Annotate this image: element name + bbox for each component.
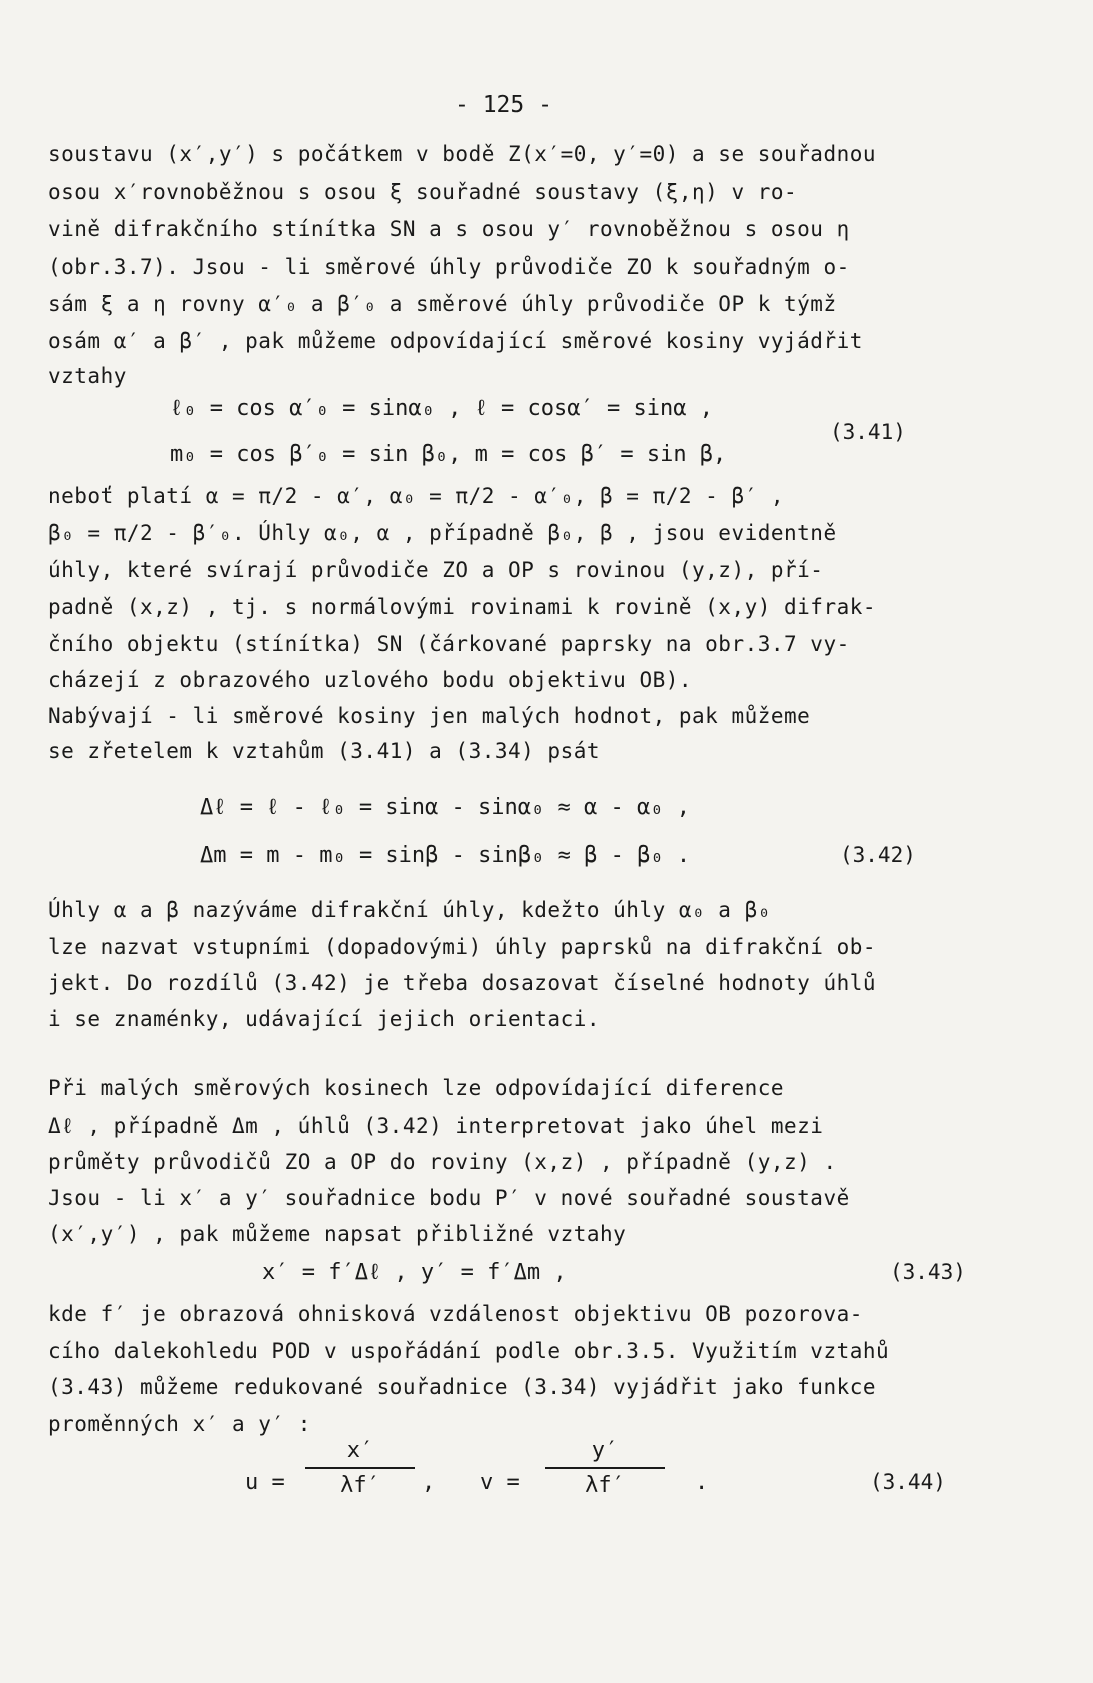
text-line: (3.43) můžeme redukované souřadnice (3.34) vyjádřit jako funkce [48, 1375, 877, 1399]
text-line: proměnných x′ a y′ : [48, 1412, 311, 1436]
text-line: čního objektu (stínítka) SN (čárkované paprsky na obr.3.7 vy- [48, 632, 850, 656]
equation-label-u: u = [245, 1470, 285, 1495]
equation-row: ℓ₀ = cos α′₀ = sinα₀ , ℓ = cosα′ = sinα , [170, 396, 713, 421]
text-line: Při malých směrových kosinech lze odpovídající diference [48, 1076, 785, 1100]
text-line: Nabývají - li směrové kosiny jen malých hodnot, pak můžeme [48, 704, 811, 728]
text-line: kde f′ je obrazová ohnisková vzdálenost objektivu OB pozorova- [48, 1302, 863, 1326]
text-line: β₀ = π/2 - β′₀. Úhly α₀, α , případně β₀, β , jsou evidentně [48, 521, 837, 545]
equation-label-v: v = [480, 1470, 520, 1495]
fraction-numerator: x′ [346, 1438, 374, 1463]
equation-row: Δℓ = ℓ - ℓ₀ = sinα - sinα₀ ≈ α - α₀ , [200, 795, 690, 820]
text-line: lze nazvat vstupními (dopadovými) úhly paprsků na difrakční ob- [48, 935, 877, 959]
equation-separator: , [422, 1470, 436, 1495]
text-line: (x′,y′) , pak můžeme napsat přibližné vztahy [48, 1222, 627, 1246]
fraction-bar [545, 1467, 665, 1469]
text-line: vztahy [48, 364, 127, 388]
text-line: osou x′rovnoběžnou s osou ξ souřadné soustavy (ξ,η) v ro- [48, 180, 798, 204]
text-line: Úhly α a β nazýváme difrakční úhly, kdežto úhly α₀ a β₀ [48, 898, 771, 922]
text-line: (obr.3.7). Jsou - li směrové úhly průvodiče ZO k souřadným o- [48, 255, 850, 279]
text-line: Δℓ , případně Δm , úhlů (3.42) interpretovat jako úhel mezi [48, 1114, 824, 1138]
text-line: průměty průvodičů ZO a OP do roviny (x,z) , případně (y,z) . [48, 1150, 837, 1174]
fraction-v [545, 1438, 665, 1498]
equation-number: (3.44) [870, 1470, 946, 1494]
fraction-bar [305, 1467, 415, 1469]
text-line: Jsou - li x′ a y′ souřadnice bodu P′ v nové souřadné soustavě [48, 1186, 850, 1210]
fraction-denominator: λf′ [340, 1473, 380, 1498]
equation-number: (3.41) [830, 420, 906, 444]
page-number: - 125 - [455, 92, 552, 118]
text-line: vině difrakčního stínítka SN a s osou y′ rovnoběžnou s osou η [48, 217, 850, 241]
equation-row: m₀ = cos β′₀ = sin β₀, m = cos β′ = sin β, [170, 442, 727, 467]
text-line: se zřetelem k vztahům (3.41) a (3.34) psát [48, 739, 601, 763]
text-line: neboť platí α = π/2 - α′, α₀ = π/2 - α′₀, β = π/2 - β′ , [48, 484, 785, 508]
text-line: padně (x,z) , tj. s normálovými rovinami k rovině (x,y) difrak- [48, 595, 877, 619]
text-line: soustavu (x′,y′) s počátkem v bodě Z(x′=0, y′=0) a se souřadnou [48, 142, 877, 166]
text-line: osám α′ a β′ , pak můžeme odpovídající směrové kosiny vyjádřit [48, 329, 863, 353]
equation-number: (3.42) [840, 843, 916, 867]
fraction-numerator: y′ [591, 1438, 619, 1463]
equation-end: . [695, 1470, 709, 1495]
text-line: sám ξ a η rovny α′₀ a β′₀ a směrové úhly průvodiče OP k týmž [48, 292, 837, 316]
fraction-u [305, 1438, 415, 1498]
fraction-denominator: λf′ [585, 1473, 625, 1498]
equation-row: x′ = f′Δℓ , y′ = f′Δm , [262, 1260, 567, 1285]
text-line: cházejí z obrazového uzlového bodu objektivu OB). [48, 668, 693, 692]
text-line: cího dalekohledu POD v uspořádání podle obr.3.5. Využitím vztahů [48, 1339, 890, 1363]
text-line: jekt. Do rozdílů (3.42) je třeba dosazovat číselné hodnoty úhlů [48, 971, 877, 995]
equation-row: Δm = m - m₀ = sinβ - sinβ₀ ≈ β - β₀ . [200, 843, 691, 868]
text-line: i se znaménky, udávající jejich orientaci. [48, 1007, 601, 1031]
text-line: úhly, které svírají průvodiče ZO a OP s rovinou (y,z), pří- [48, 558, 824, 582]
equation-number: (3.43) [890, 1260, 966, 1284]
